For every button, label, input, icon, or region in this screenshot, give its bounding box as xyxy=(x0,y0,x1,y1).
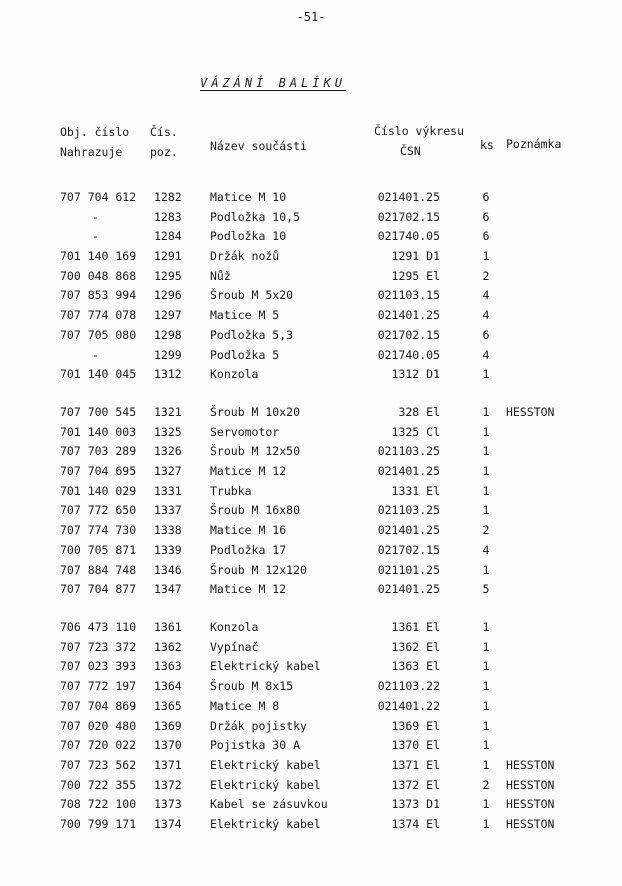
header-csn: ČSN xyxy=(400,144,421,158)
part-order-number: 707 772 650 xyxy=(60,503,137,517)
part-name: Servomotor xyxy=(210,425,280,439)
part-position: 1284 xyxy=(154,229,182,243)
part-name: Matice M 8 xyxy=(210,699,280,713)
part-quantity: 1 xyxy=(482,719,490,733)
part-name: Kabel se zásuvkou xyxy=(210,797,328,811)
part-position: 1346 xyxy=(154,563,182,577)
part-order-number: 707 723 372 xyxy=(60,640,137,654)
part-order-number: 707 704 695 xyxy=(60,464,137,478)
part-drawing-number: 021702.15 xyxy=(377,543,440,557)
part-position: 1299 xyxy=(154,348,182,362)
part-quantity: 2 xyxy=(482,523,490,537)
part-quantity: 1 xyxy=(482,758,490,772)
part-position: 1338 xyxy=(154,523,182,537)
part-quantity: 1 xyxy=(482,640,490,654)
part-position: 1339 xyxy=(154,543,182,557)
table-row xyxy=(0,620,622,638)
part-drawing-number: 1362 El xyxy=(391,640,440,654)
part-drawing-number: 1312 D1 xyxy=(391,367,440,381)
part-name: Podložka 10,5 xyxy=(210,210,301,224)
part-quantity: 1 xyxy=(482,738,490,752)
table-row xyxy=(0,308,622,326)
table-row xyxy=(0,484,622,502)
part-drawing-number: 1371 El xyxy=(391,758,440,772)
part-name: Elektrický kabel xyxy=(210,659,321,673)
part-order-number: 707 853 994 xyxy=(60,288,137,302)
part-drawing-number: 1325 Cl xyxy=(391,425,440,439)
part-note: HESSTON xyxy=(506,778,555,792)
part-drawing-number: 021103.25 xyxy=(377,444,440,458)
part-drawing-number: 021740.05 xyxy=(377,348,440,362)
part-name: Podložka 5 xyxy=(210,348,280,362)
part-order-number: - xyxy=(92,210,99,224)
part-quantity: 1 xyxy=(482,817,490,831)
part-position: 1347 xyxy=(154,582,182,596)
part-drawing-number: 021740.05 xyxy=(377,229,440,243)
part-drawing-number: 021103.15 xyxy=(377,288,440,302)
part-position: 1337 xyxy=(154,503,182,517)
part-quantity: 6 xyxy=(482,328,490,342)
part-position: 1331 xyxy=(154,484,182,498)
header-drawing-number: Číslo výkresu xyxy=(374,124,465,138)
part-quantity: 1 xyxy=(482,367,490,381)
table-row xyxy=(0,464,622,482)
part-order-number: 707 703 289 xyxy=(60,444,137,458)
part-position: 1326 xyxy=(154,444,182,458)
table-row xyxy=(0,367,622,385)
part-order-number: 708 722 100 xyxy=(60,797,137,811)
part-position: 1282 xyxy=(154,190,182,204)
part-quantity: 2 xyxy=(482,778,490,792)
part-order-number: 701 140 029 xyxy=(60,484,137,498)
page-number: -51- xyxy=(296,10,326,24)
part-position: 1371 xyxy=(154,758,182,772)
part-name: Matice M 16 xyxy=(210,523,287,537)
part-note: HESSTON xyxy=(506,797,555,811)
part-name: Šroub M 12x120 xyxy=(210,563,307,577)
header-pos-number: Čís. xyxy=(150,125,178,139)
part-position: 1295 xyxy=(154,269,182,283)
table-row xyxy=(0,249,622,267)
part-name: Držák nožů xyxy=(210,249,280,263)
part-name: Vypínač xyxy=(210,640,259,654)
part-order-number: 701 140 169 xyxy=(60,249,137,263)
part-order-number: 707 723 562 xyxy=(60,758,137,772)
part-name: Elektrický kabel xyxy=(210,758,321,772)
part-quantity: 1 xyxy=(482,484,490,498)
part-quantity: 1 xyxy=(482,425,490,439)
table-row xyxy=(0,229,622,247)
part-drawing-number: 021401.25 xyxy=(377,190,440,204)
part-quantity: 1 xyxy=(482,563,490,577)
part-quantity: 1 xyxy=(482,699,490,713)
part-drawing-number: 1361 El xyxy=(391,620,440,634)
part-drawing-number: 021401.25 xyxy=(377,582,440,596)
part-drawing-number: 021401.25 xyxy=(377,523,440,537)
part-order-number: 700 048 868 xyxy=(60,269,137,283)
part-order-number: 707 700 545 xyxy=(60,405,137,419)
header-part-name: Název součásti xyxy=(210,139,307,153)
part-position: 1291 xyxy=(154,249,182,263)
part-quantity: 1 xyxy=(482,797,490,811)
part-quantity: 4 xyxy=(482,348,490,362)
part-name: Podložka 17 xyxy=(210,543,287,557)
part-quantity: 1 xyxy=(482,444,490,458)
part-name: Nůž xyxy=(210,269,231,283)
document-title: VÁZÁNÍ BALÍKU xyxy=(200,76,346,90)
part-position: 1364 xyxy=(154,679,182,693)
part-quantity: 1 xyxy=(482,620,490,634)
part-position: 1373 xyxy=(154,797,182,811)
table-row xyxy=(0,738,622,756)
part-quantity: 4 xyxy=(482,543,490,557)
part-drawing-number: 1295 El xyxy=(391,269,440,283)
header-pos: poz. xyxy=(150,145,178,159)
part-quantity: 6 xyxy=(482,210,490,224)
table-row xyxy=(0,719,622,737)
part-drawing-number: 021103.25 xyxy=(377,503,440,517)
part-name: Matice M 5 xyxy=(210,308,280,322)
table-row xyxy=(0,699,622,717)
part-quantity: 4 xyxy=(482,308,490,322)
part-position: 1362 xyxy=(154,640,182,654)
part-name: Trubka xyxy=(210,484,252,498)
part-order-number: 707 020 480 xyxy=(60,719,137,733)
part-name: Matice M 12 xyxy=(210,582,287,596)
part-name: Konzola xyxy=(210,367,259,381)
part-note: HESSTON xyxy=(506,758,555,772)
part-order-number: 707 772 197 xyxy=(60,679,137,693)
header-replaces: Nahrazuje xyxy=(60,145,123,159)
part-drawing-number: 021101.25 xyxy=(377,563,440,577)
table-row xyxy=(0,503,622,521)
part-order-number: 707 704 612 xyxy=(60,190,137,204)
part-position: 1325 xyxy=(154,425,182,439)
table-row xyxy=(0,543,622,561)
part-drawing-number: 1369 El xyxy=(391,719,440,733)
part-order-number: 707 774 078 xyxy=(60,308,137,322)
part-name: Elektrický kabel xyxy=(210,817,321,831)
part-name: Šroub M 16x80 xyxy=(210,503,301,517)
part-position: 1297 xyxy=(154,308,182,322)
part-quantity: 1 xyxy=(482,249,490,263)
part-drawing-number: 1372 El xyxy=(391,778,440,792)
part-note: HESSTON xyxy=(506,405,555,419)
part-order-number: 707 704 877 xyxy=(60,582,137,596)
table-row xyxy=(0,190,622,208)
part-name: Podložka 5,3 xyxy=(210,328,294,342)
part-position: 1321 xyxy=(154,405,182,419)
part-drawing-number: 1331 El xyxy=(391,484,440,498)
part-position: 1361 xyxy=(154,620,182,634)
part-order-number: 701 140 003 xyxy=(60,425,137,439)
part-order-number: 707 774 730 xyxy=(60,523,137,537)
part-position: 1370 xyxy=(154,738,182,752)
part-drawing-number: 021401.25 xyxy=(377,308,440,322)
part-position: 1365 xyxy=(154,699,182,713)
part-drawing-number: 021702.15 xyxy=(377,210,440,224)
part-name: Matice M 10 xyxy=(210,190,287,204)
part-order-number: 700 705 871 xyxy=(60,543,137,557)
part-name: Šroub M 12x50 xyxy=(210,444,301,458)
part-position: 1369 xyxy=(154,719,182,733)
table-row xyxy=(0,797,622,815)
part-position: 1283 xyxy=(154,210,182,224)
part-order-number: 707 705 080 xyxy=(60,328,137,342)
part-order-number: 706 473 110 xyxy=(60,620,137,634)
table-row xyxy=(0,582,622,600)
table-row xyxy=(0,288,622,306)
part-order-number: - xyxy=(92,348,99,362)
part-note: HESSTON xyxy=(506,817,555,831)
part-quantity: 1 xyxy=(482,679,490,693)
part-quantity: 4 xyxy=(482,288,490,302)
part-order-number: 707 023 393 xyxy=(60,659,137,673)
part-quantity: 6 xyxy=(482,229,490,243)
part-position: 1296 xyxy=(154,288,182,302)
part-drawing-number: 021103.22 xyxy=(377,679,440,693)
part-drawing-number: 1363 El xyxy=(391,659,440,673)
part-name: Držák pojistky xyxy=(210,719,307,733)
part-name: Elektrický kabel xyxy=(210,778,321,792)
part-order-number: 707 884 748 xyxy=(60,563,137,577)
table-row xyxy=(0,817,622,835)
part-name: Matice M 12 xyxy=(210,464,287,478)
part-quantity: 1 xyxy=(482,503,490,517)
table-row xyxy=(0,758,622,776)
part-position: 1298 xyxy=(154,328,182,342)
part-name: Šroub M 5x20 xyxy=(210,288,294,302)
part-name: Konzola xyxy=(210,620,259,634)
part-name: Šroub M 8x15 xyxy=(210,679,294,693)
table-row xyxy=(0,523,622,541)
table-row xyxy=(0,269,622,287)
table-row xyxy=(0,444,622,462)
part-name: Podložka 10 xyxy=(210,229,287,243)
part-name: Pojistka 30 A xyxy=(210,738,301,752)
part-quantity: 2 xyxy=(482,269,490,283)
part-position: 1312 xyxy=(154,367,182,381)
part-order-number: 701 140 045 xyxy=(60,367,137,381)
part-order-number: 707 720 022 xyxy=(60,738,137,752)
part-order-number: 700 722 355 xyxy=(60,778,137,792)
table-row xyxy=(0,328,622,346)
part-order-number: - xyxy=(92,229,99,243)
table-row xyxy=(0,405,622,423)
part-position: 1327 xyxy=(154,464,182,478)
part-drawing-number: 328 El xyxy=(398,405,440,419)
part-quantity: 1 xyxy=(482,659,490,673)
part-quantity: 5 xyxy=(482,582,490,596)
part-quantity: 6 xyxy=(482,190,490,204)
header-obj-number: Obj. číslo xyxy=(60,125,130,139)
part-drawing-number: 021401.22 xyxy=(377,699,440,713)
part-name: Šroub M 10x20 xyxy=(210,405,301,419)
header-quantity: ks xyxy=(480,138,494,152)
part-drawing-number: 1370 El xyxy=(391,738,440,752)
part-position: 1374 xyxy=(154,817,182,831)
table-row xyxy=(0,563,622,581)
table-row xyxy=(0,778,622,796)
part-drawing-number: 021702.15 xyxy=(377,328,440,342)
table-row xyxy=(0,425,622,443)
part-position: 1363 xyxy=(154,659,182,673)
part-drawing-number: 1373 D1 xyxy=(391,797,440,811)
table-row xyxy=(0,640,622,658)
header-note: Poznámka xyxy=(506,137,562,151)
table-row xyxy=(0,348,622,366)
part-quantity: 1 xyxy=(482,405,490,419)
part-quantity: 1 xyxy=(482,464,490,478)
part-drawing-number: 1374 El xyxy=(391,817,440,831)
table-row xyxy=(0,659,622,677)
part-drawing-number: 021401.25 xyxy=(377,464,440,478)
table-row xyxy=(0,679,622,697)
part-order-number: 707 704 869 xyxy=(60,699,137,713)
table-row xyxy=(0,210,622,228)
part-position: 1372 xyxy=(154,778,182,792)
part-order-number: 700 799 171 xyxy=(60,817,137,831)
part-drawing-number: 1291 D1 xyxy=(391,249,440,263)
